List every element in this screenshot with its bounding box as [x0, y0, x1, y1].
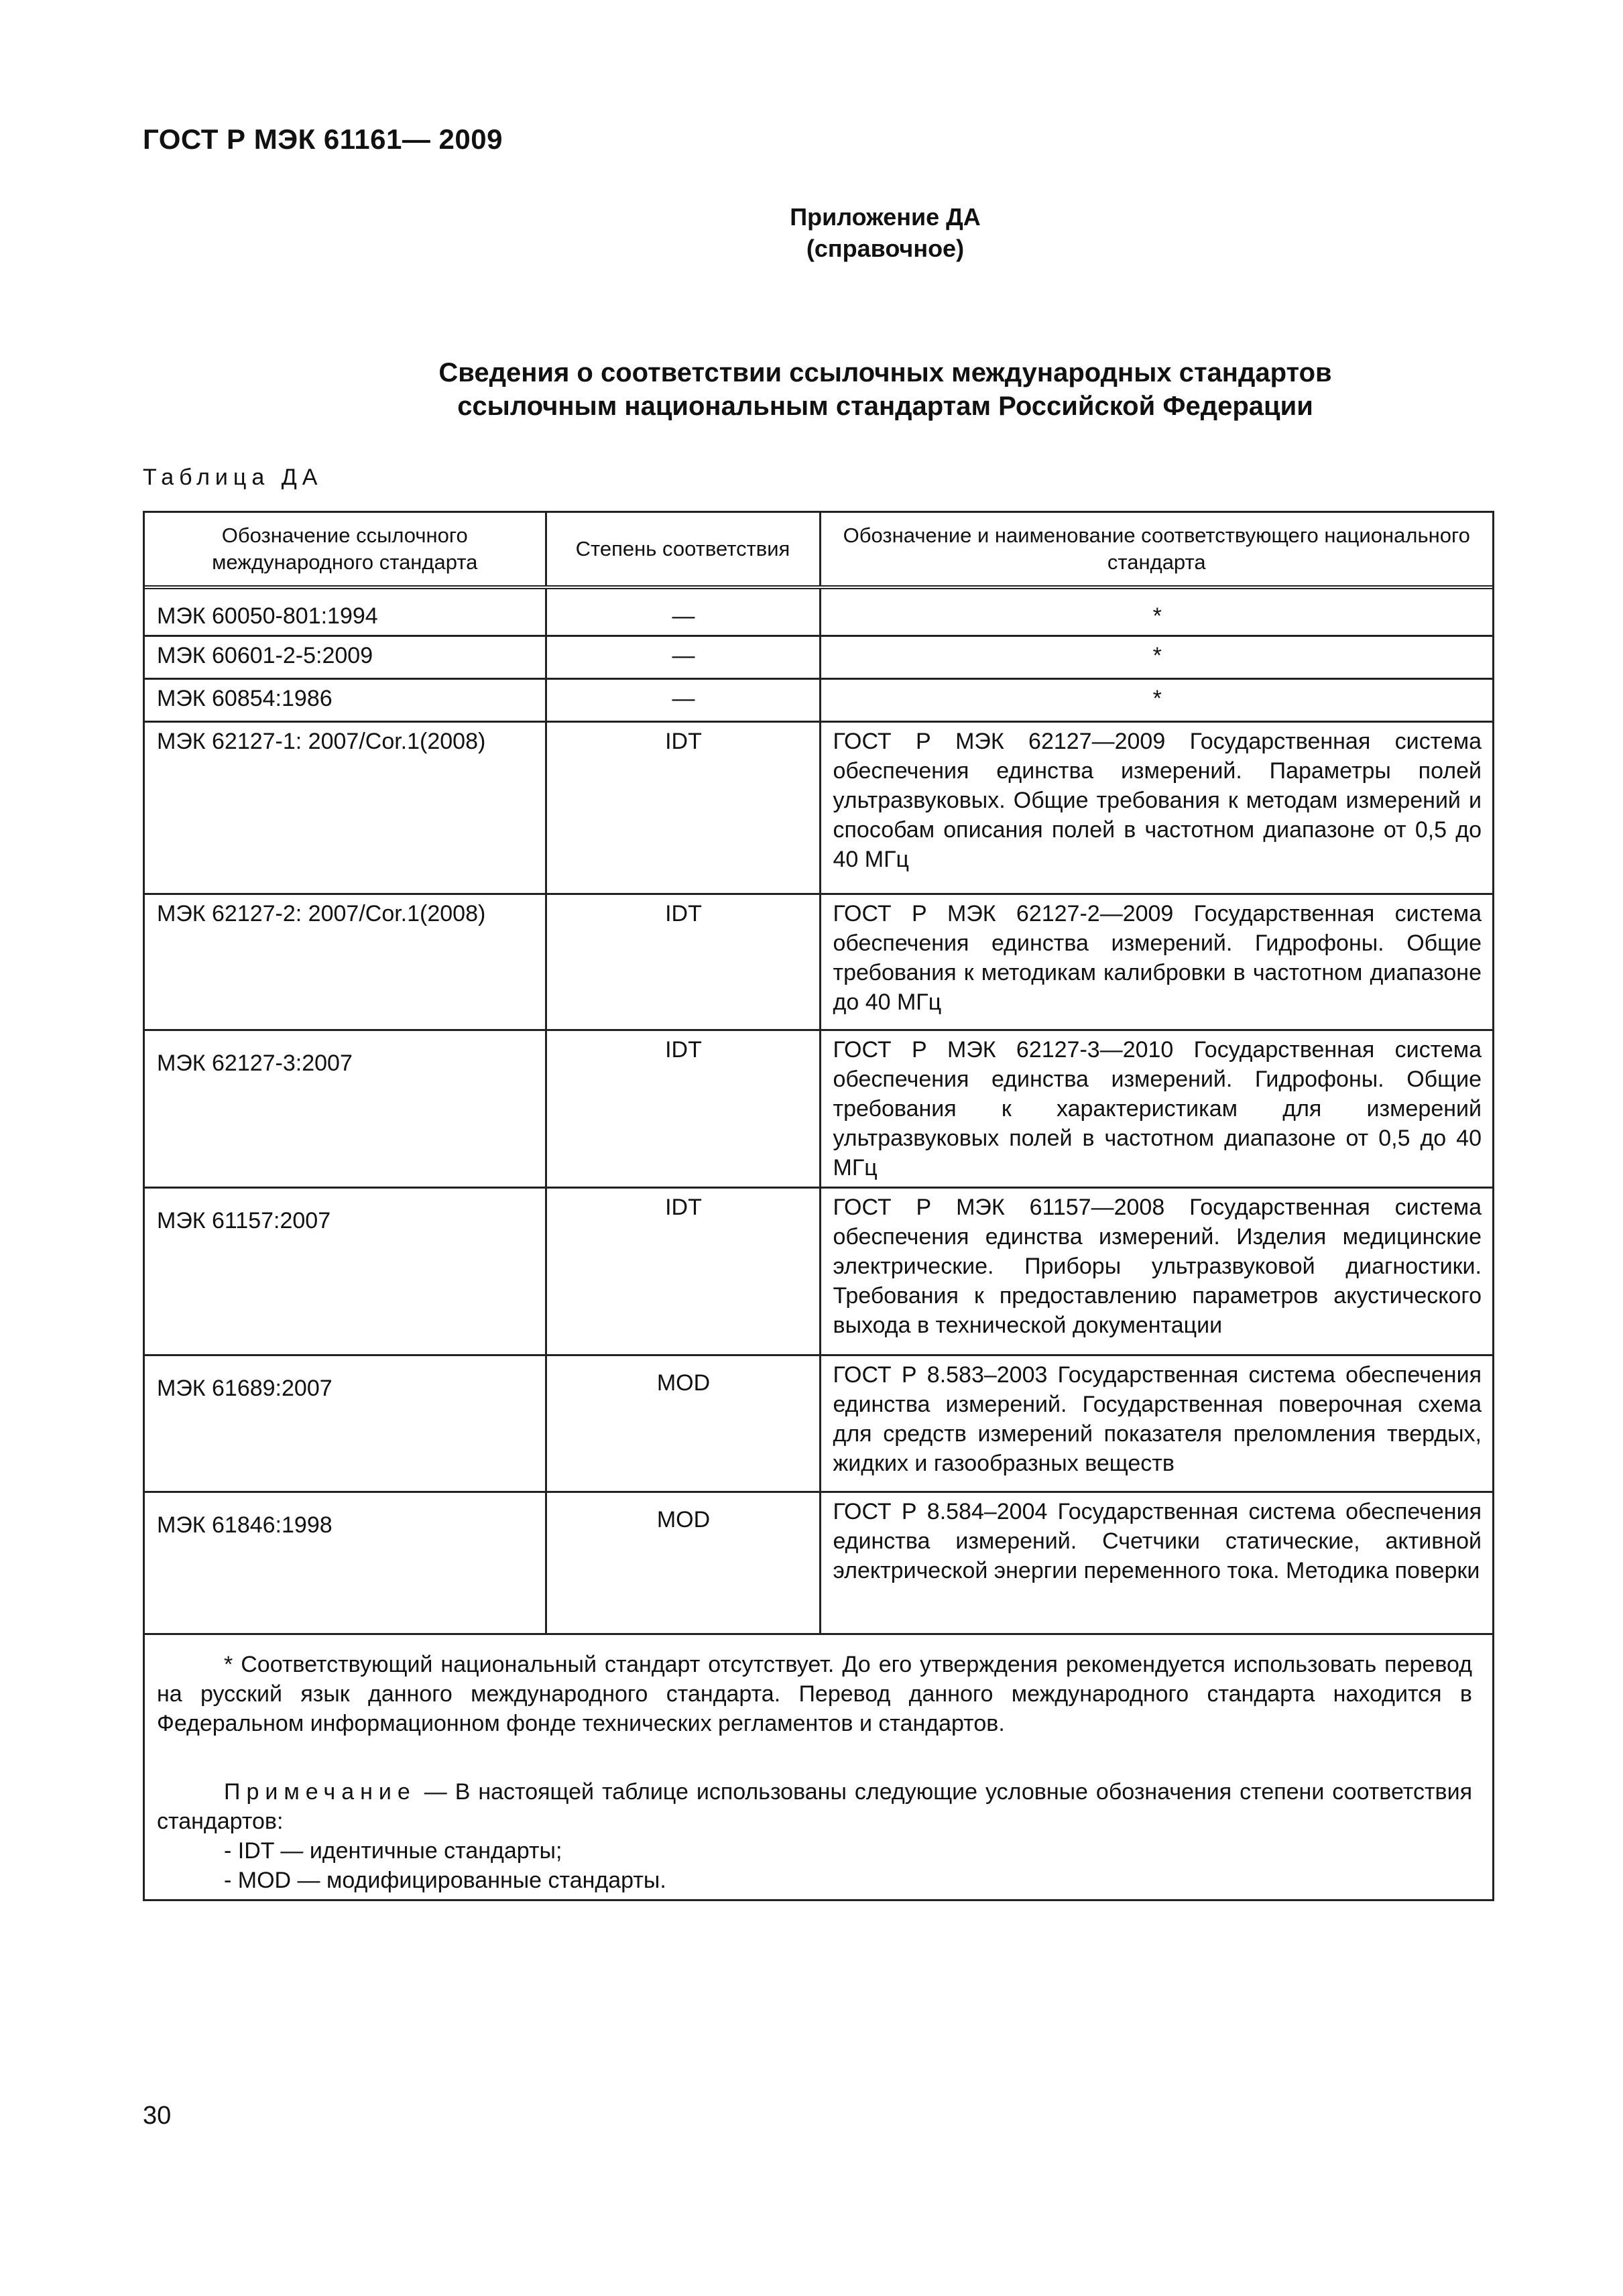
- appendix-kind: (справочное): [806, 235, 965, 262]
- cell-degree: —: [546, 679, 820, 722]
- cell-national: *: [820, 679, 1492, 722]
- footnote: * Соответствующий национальный стандарт отсутствует. До его утверждения рекомендуется использовать перевод на русский язык данного международного стандарта. Перевод данного международного стандарта находится в Федеральном информационном фонде технических регламентов и стандартов.: [157, 1651, 1472, 1736]
- note: [157, 1777, 1472, 1836]
- table-row: [145, 587, 1492, 636]
- note-item-mod: - MOD — модифицированные стандарты.: [224, 1867, 666, 1893]
- cell-intl: МЭК 61689:2007: [145, 1355, 546, 1492]
- cell-degree: MOD: [546, 1355, 820, 1492]
- cell-national: ГОСТ Р 8.583–2003 Государственная система обеспечения единства измерений. Государственная поверочная схема для средств измерений показателя преломления твердых, жидких и газообразных веществ: [820, 1355, 1492, 1492]
- table-row: [145, 722, 1492, 894]
- cell-intl: МЭК 61846:1998: [145, 1492, 546, 1633]
- note-label: Примечание: [224, 1778, 416, 1805]
- table-row: [145, 1030, 1492, 1188]
- section-title-line-1: Сведения о соответствии ссылочных международных стандартов: [438, 358, 1332, 387]
- cell-degree: MOD: [546, 1492, 820, 1633]
- standards-table-frame: [143, 511, 1494, 1901]
- cell-national: ГОСТ Р МЭК 62127-3—2010 Государственная система обеспечения единства измерений. Гидрофоны. Общие требования к характеристикам для измерений ультразвуковых полей в частотном диапазоне от 0,5 до 40 МГц: [820, 1030, 1492, 1188]
- table-row: [145, 679, 1492, 722]
- cell-national: ГОСТ Р 8.584–2004 Государственная система обеспечения единства измерений. Счетчики статические, активной электрической энергии переменного тока. Методика поверки: [820, 1492, 1492, 1633]
- section-title-line-2: ссылочным национальным стандартам Российской Федерации: [457, 391, 1313, 421]
- table-row: [145, 1355, 1492, 1492]
- header-degree: Степень соответствия: [546, 513, 820, 587]
- cell-intl: МЭК 62127-3:2007: [145, 1030, 546, 1188]
- page-number: 30: [143, 2102, 172, 2130]
- cell-degree: IDT: [546, 1188, 820, 1355]
- cell-intl: МЭК 60854:1986: [145, 679, 546, 722]
- table-row: [145, 1492, 1492, 1633]
- table-row: [145, 636, 1492, 679]
- cell-degree: IDT: [546, 722, 820, 894]
- cell-degree: IDT: [546, 1030, 820, 1188]
- cell-national: ГОСТ Р МЭК 62127-2—2009 Государственная система обеспечения единства измерений. Гидрофоны. Общие требования к методикам калибровки в частотном диапазоне до 40 МГц: [820, 894, 1492, 1030]
- document-code: ГОСТ Р МЭК 61161— 2009: [143, 123, 503, 155]
- table-footnote-section: [145, 1633, 1492, 1895]
- cell-intl: МЭК 62127-2: 2007/Cor.1(2008): [145, 894, 546, 1030]
- cell-degree: —: [546, 587, 820, 636]
- table-row: [145, 894, 1492, 1030]
- table-header-row: [145, 513, 1492, 587]
- cell-intl: МЭК 62127-1: 2007/Cor.1(2008): [145, 722, 546, 894]
- table-row: [145, 1188, 1492, 1355]
- cell-intl: МЭК 60050-801:1994: [157, 603, 378, 629]
- header-national-standard: Обозначение и наименование соответствующего национального стандарта: [820, 513, 1492, 587]
- cell-intl: МЭК 61157:2007: [145, 1188, 546, 1355]
- cell-national: *: [820, 636, 1492, 679]
- cell-national: ГОСТ Р МЭК 62127—2009 Государственная система обеспечения единства измерений. Параметры полей ультразвуковых. Общие требования к методам измерений и способам описания полей в частотном диапазоне от 0,5 до 40 МГц: [820, 722, 1492, 894]
- cell-degree: IDT: [546, 894, 820, 1030]
- note-item-idt: - IDT — идентичные стандарты;: [224, 1837, 562, 1864]
- table-label: Таблица ДА: [143, 465, 323, 490]
- appendix-title: Приложение ДА: [790, 203, 981, 231]
- standards-table: [145, 513, 1492, 1633]
- note-text: — В настоящей таблице использованы следующие условные обозначения степени соответствия стандартов:: [157, 1778, 1472, 1834]
- cell-intl: МЭК 60601-2-5:2009: [145, 636, 546, 679]
- cell-national: ГОСТ Р МЭК 61157—2008 Государственная система обеспечения единства измерений. Изделия медицинские электрические. Приборы ультразвуковой диагностики. Требования к предоставлению параметров акустического выхода в технической документации: [820, 1188, 1492, 1355]
- header-intl-standard: Обозначение ссылочного международного стандарта: [145, 513, 546, 587]
- cell-national: *: [820, 587, 1492, 636]
- cell-degree: —: [546, 636, 820, 679]
